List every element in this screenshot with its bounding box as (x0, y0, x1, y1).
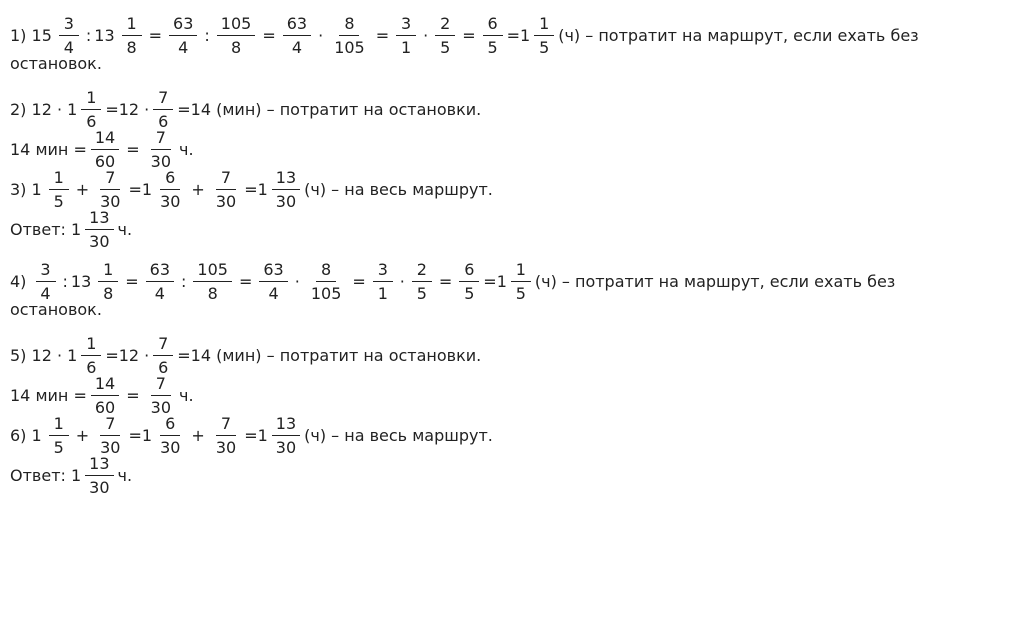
equals-sign: = (262, 26, 276, 45)
fraction: $\frac{14}{60}$ (91, 130, 119, 170)
fraction: $\frac{7}{6}$ (153, 336, 173, 376)
equals-sign: = (126, 140, 140, 159)
mixed-whole: 1 (31, 426, 42, 445)
mixed-whole: 15 (31, 26, 52, 45)
divide-sign: : (85, 26, 92, 45)
step-1-continuation (10, 56, 1024, 78)
equals-sign: = (148, 26, 163, 45)
fraction: $\frac{1}{5}$ (49, 416, 69, 456)
step-1-line (10, 16, 1024, 56)
mixed-whole: 1 (31, 180, 42, 199)
step-3-line (10, 170, 1024, 210)
fraction: $\frac{2}{5}$ (435, 16, 455, 56)
step-explanation: (ч) – потратит на маршрут, если ехать без (534, 272, 896, 291)
fraction: $\frac{13}{30}$ (272, 170, 300, 210)
fraction: $\frac{7}{6}$ (153, 90, 173, 130)
fraction: $\frac{105}{8}$ (193, 262, 232, 302)
plus-sign: + (191, 426, 205, 445)
step-label: 5) (10, 346, 27, 365)
unit-label: ч. (117, 220, 133, 239)
fraction: $\frac{8}{105}$ (310, 260, 342, 303)
step-explanation: (ч) – на весь маршрут. (304, 180, 493, 199)
fraction: $\frac{13}{30}$ (272, 416, 300, 456)
equals-one: =1 (483, 272, 507, 291)
fraction: $\frac{7}{30}$ (100, 414, 121, 457)
equals-sign: = (238, 272, 253, 291)
step-label: 6) (10, 426, 27, 445)
fraction: $\frac{7}{30}$ (100, 168, 121, 211)
step-explanation: (ч) – потратит на маршрут, если ехать без (558, 26, 919, 45)
fraction: $\frac{6}{5}$ (459, 262, 479, 302)
equals-sign: = (352, 272, 366, 291)
fraction: $\frac{63}{4}$ (146, 262, 174, 302)
equals-one: =1 (244, 180, 268, 199)
fraction: $\frac{1}{8}$ (122, 16, 142, 56)
divide-sign: : (62, 272, 68, 291)
fraction: $\frac{13}{30}$ (85, 210, 113, 250)
fraction: $\frac{7}{30}$ (150, 374, 171, 417)
fraction: $\frac{13}{30}$ (85, 456, 113, 496)
equals-sign: = (126, 386, 140, 405)
step-label: 3) (10, 180, 27, 199)
fraction: $\frac{6}{5}$ (483, 16, 503, 56)
fraction: $\frac{7}{30}$ (215, 168, 237, 211)
step-4-line (10, 262, 1024, 302)
fraction: $\frac{6}{30}$ (160, 168, 181, 211)
fraction: $\frac{1}{5}$ (49, 170, 69, 210)
fraction: $\frac{14}{60}$ (91, 376, 119, 416)
fraction: $\frac{63}{4}$ (283, 16, 311, 56)
equals-sign: = (462, 26, 476, 45)
equals-sign: = (438, 272, 453, 291)
divide-sign: : (204, 26, 210, 45)
step-2-line (10, 90, 1024, 130)
fraction: $\frac{1}{6}$ (81, 336, 101, 376)
fraction: $\frac{63}{4}$ (169, 16, 197, 56)
step-4-continuation (10, 302, 1024, 324)
fraction: $\frac{1}{5}$ (534, 16, 554, 56)
mixed-whole: 13 (94, 26, 115, 45)
expression-mid: =12 · (105, 100, 150, 119)
fraction: $\frac{1}{5}$ (511, 262, 531, 302)
expression-lead: 12 · 1 (31, 100, 78, 119)
divide-sign: : (181, 272, 187, 291)
mixed-whole: 13 (70, 272, 92, 291)
answer-line (10, 210, 1024, 250)
continuation-text: остановок. (10, 300, 102, 319)
fraction: $\frac{3}{1}$ (396, 16, 416, 56)
fraction: $\frac{2}{5}$ (412, 262, 432, 302)
fraction: $\frac{63}{4}$ (259, 262, 287, 302)
conversion-lead: 14 мин = (10, 140, 87, 159)
fraction: $\frac{8}{105}$ (334, 14, 365, 57)
expression-lead: 12 · 1 (31, 346, 78, 365)
step-explanation: =14 (мин) – потратит на остановки. (177, 346, 482, 365)
step-explanation: =14 (мин) – потратит на остановки. (177, 100, 482, 119)
plus-sign: + (75, 426, 90, 445)
fraction: $\frac{3}{4}$ (59, 16, 79, 56)
answer-lead: Ответ: 1 (10, 466, 82, 485)
expression-mid: =12 · (105, 346, 150, 365)
plus-sign: + (191, 180, 205, 199)
unit-label: ч. (179, 140, 194, 159)
equals-one: =1 (506, 26, 531, 45)
multiply-dot: · (318, 26, 324, 45)
continuation-text: остановок. (10, 54, 102, 73)
fraction: $\frac{7}{30}$ (150, 128, 171, 171)
equals-one: =1 (244, 426, 268, 445)
step-explanation: (ч) – на весь маршрут. (304, 426, 493, 445)
equals-sign: = (375, 26, 390, 45)
fraction: $\frac{1}{8}$ (98, 262, 118, 302)
equals-one: =1 (128, 180, 153, 199)
equals-sign: = (125, 272, 139, 291)
multiply-dot: · (294, 272, 300, 291)
fraction: $\frac{6}{30}$ (160, 414, 181, 457)
step-label: 2) (10, 100, 27, 119)
step-label: 1) (10, 26, 27, 45)
fraction: $\frac{7}{30}$ (215, 414, 237, 457)
answer-line (10, 456, 1024, 496)
step-6-line (10, 416, 1024, 456)
equals-one: =1 (128, 426, 153, 445)
plus-sign: + (75, 180, 90, 199)
unit-label: ч. (117, 466, 133, 485)
conversion-lead: 14 мин = (10, 386, 87, 405)
fraction: $\frac{1}{6}$ (81, 90, 101, 130)
unit-label: ч. (179, 386, 194, 405)
step-label: 4) (10, 272, 27, 291)
multiply-dot: · (399, 272, 405, 291)
step-5-line (10, 336, 1024, 376)
answer-lead: Ответ: 1 (10, 220, 82, 239)
fraction: $\frac{3}{4}$ (36, 262, 56, 302)
conversion-line (10, 376, 1024, 416)
fraction: $\frac{3}{1}$ (373, 262, 393, 302)
conversion-line (10, 130, 1024, 170)
multiply-dot: · (423, 26, 429, 45)
fraction: $\frac{105}{8}$ (217, 16, 256, 56)
